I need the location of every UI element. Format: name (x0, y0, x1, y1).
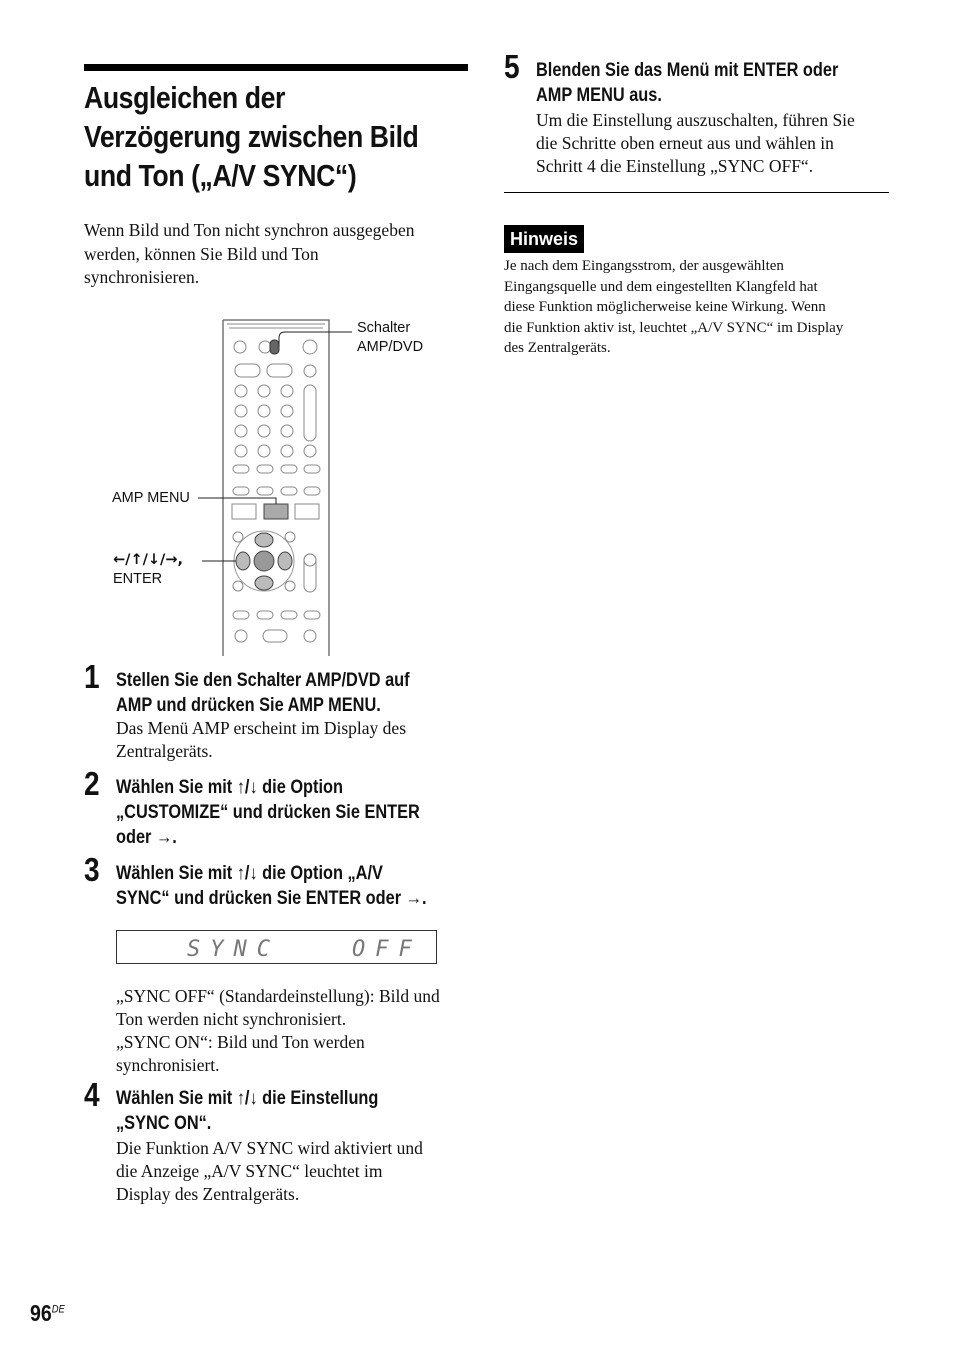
step-3 (116, 861, 476, 911)
step-1-heading (116, 668, 477, 718)
text-line: Um die Einstellung auszuschalten, führen Sie (536, 110, 855, 130)
label-arrows (113, 551, 183, 589)
page-title (84, 78, 468, 195)
heading-line: Wählen Sie mit ↑/↓ die Option „A/V (116, 863, 383, 884)
step-4-heading (116, 1086, 477, 1136)
display-left-text: SYNC (187, 937, 280, 962)
heading-line: Blenden Sie das Menü mit ENTER oder (536, 60, 839, 81)
front-panel-display (116, 930, 437, 964)
title-line: und Ton („A/V SYNC“) (84, 158, 357, 193)
heading-line: „SYNC ON“. (116, 1113, 212, 1134)
intro-line: Wenn Bild und Ton nicht synchron ausgegeben (84, 220, 415, 240)
label-enter-line: ENTER (113, 571, 163, 587)
step-1-number: 1 (84, 658, 100, 695)
page-number-value: 96 (30, 1300, 52, 1326)
text-line: Zentralgeräts. (116, 741, 213, 761)
heading-line: Wählen Sie mit ↑/↓ die Option (116, 777, 343, 798)
step-5-heading (536, 58, 897, 108)
text-line: synchronisiert. (116, 1055, 220, 1075)
step-4-number: 4 (84, 1076, 100, 1113)
intro-line: werden, können Sie Bild und Ton (84, 243, 319, 264)
heading-line: „CUSTOMIZE“ und drücken Sie ENTER (116, 802, 420, 823)
display-right-text: OFF (352, 937, 422, 962)
text-line: Display des Zentralgeräts. (116, 1184, 300, 1204)
heading-line: Stellen Sie den Schalter AMP/DVD auf (116, 670, 410, 691)
note-line: des Zentralgeräts. (504, 340, 611, 357)
text-line: Schritt 4 die Einstellung „SYNC OFF“. (536, 156, 814, 176)
intro-paragraph (84, 219, 468, 290)
note-badge: Hinweis (504, 225, 584, 253)
text-line: die Anzeige „A/V SYNC“ leuchtet im (116, 1161, 383, 1181)
step-5-text (536, 109, 896, 178)
label-arrows-line: ←/↑/↓/→, (113, 552, 183, 568)
page-number-suffix: DE (51, 1303, 65, 1316)
step-2-heading (116, 775, 477, 850)
heading-line: SYNC“ und drücken Sie ENTER oder →. (116, 888, 427, 909)
heading-line: AMP und drücken Sie AMP MENU. (116, 695, 381, 716)
text-line: die Schritte oben erneut aus und wählen in (536, 133, 834, 153)
title-line: Verzögerung zwischen Bild (84, 119, 419, 154)
label-switch (357, 319, 423, 357)
heading-line: AMP MENU aus. (536, 85, 662, 106)
intro-line: synchronisieren. (84, 267, 200, 287)
step-5-number: 5 (504, 48, 520, 85)
text-line: „SYNC ON“: Bild und Ton werden (116, 1032, 365, 1052)
note-line: die Funktion aktiv ist, leuchtet „A/V SYNC“ im Display (504, 319, 844, 336)
step-1-text (116, 717, 476, 763)
heading-line: Wählen Sie mit ↑/↓ die Einstellung (116, 1088, 379, 1109)
heading-line: oder →. (116, 827, 177, 848)
note-line: Eingangsquelle und dem eingestellten Klangfeld hat (504, 278, 818, 295)
label-amp-menu: AMP MENU (112, 490, 190, 506)
text-line: Ton werden nicht synchronisiert. (116, 1009, 347, 1029)
page-number (30, 1300, 65, 1327)
note-text (504, 256, 889, 359)
step-4 (116, 1086, 476, 1206)
title-rule (84, 64, 468, 71)
step-3-text (116, 985, 468, 1077)
note-line: diese Funktion möglicherweise keine Wirkung. Wenn (504, 299, 826, 316)
step-2 (116, 775, 476, 850)
step-3-heading (116, 861, 477, 911)
note-line: Je nach dem Eingangsstrom, der ausgewählten (504, 258, 784, 274)
title-line: Ausgleichen der (84, 80, 285, 115)
label-switch-line: AMP/DVD (357, 339, 424, 355)
section-divider (504, 192, 889, 193)
text-line: Das Menü AMP erscheint im Display des (116, 718, 407, 738)
text-line: Die Funktion A/V SYNC wird aktiviert und (116, 1138, 423, 1158)
label-switch-line: Schalter (357, 320, 411, 336)
step-1 (116, 668, 476, 763)
step-2-number: 2 (84, 765, 100, 802)
text-line: „SYNC OFF“ (Standardeinstellung): Bild und (116, 986, 440, 1006)
step-4-text (116, 1137, 476, 1206)
step-3-number: 3 (84, 851, 100, 888)
step-5 (536, 58, 896, 178)
